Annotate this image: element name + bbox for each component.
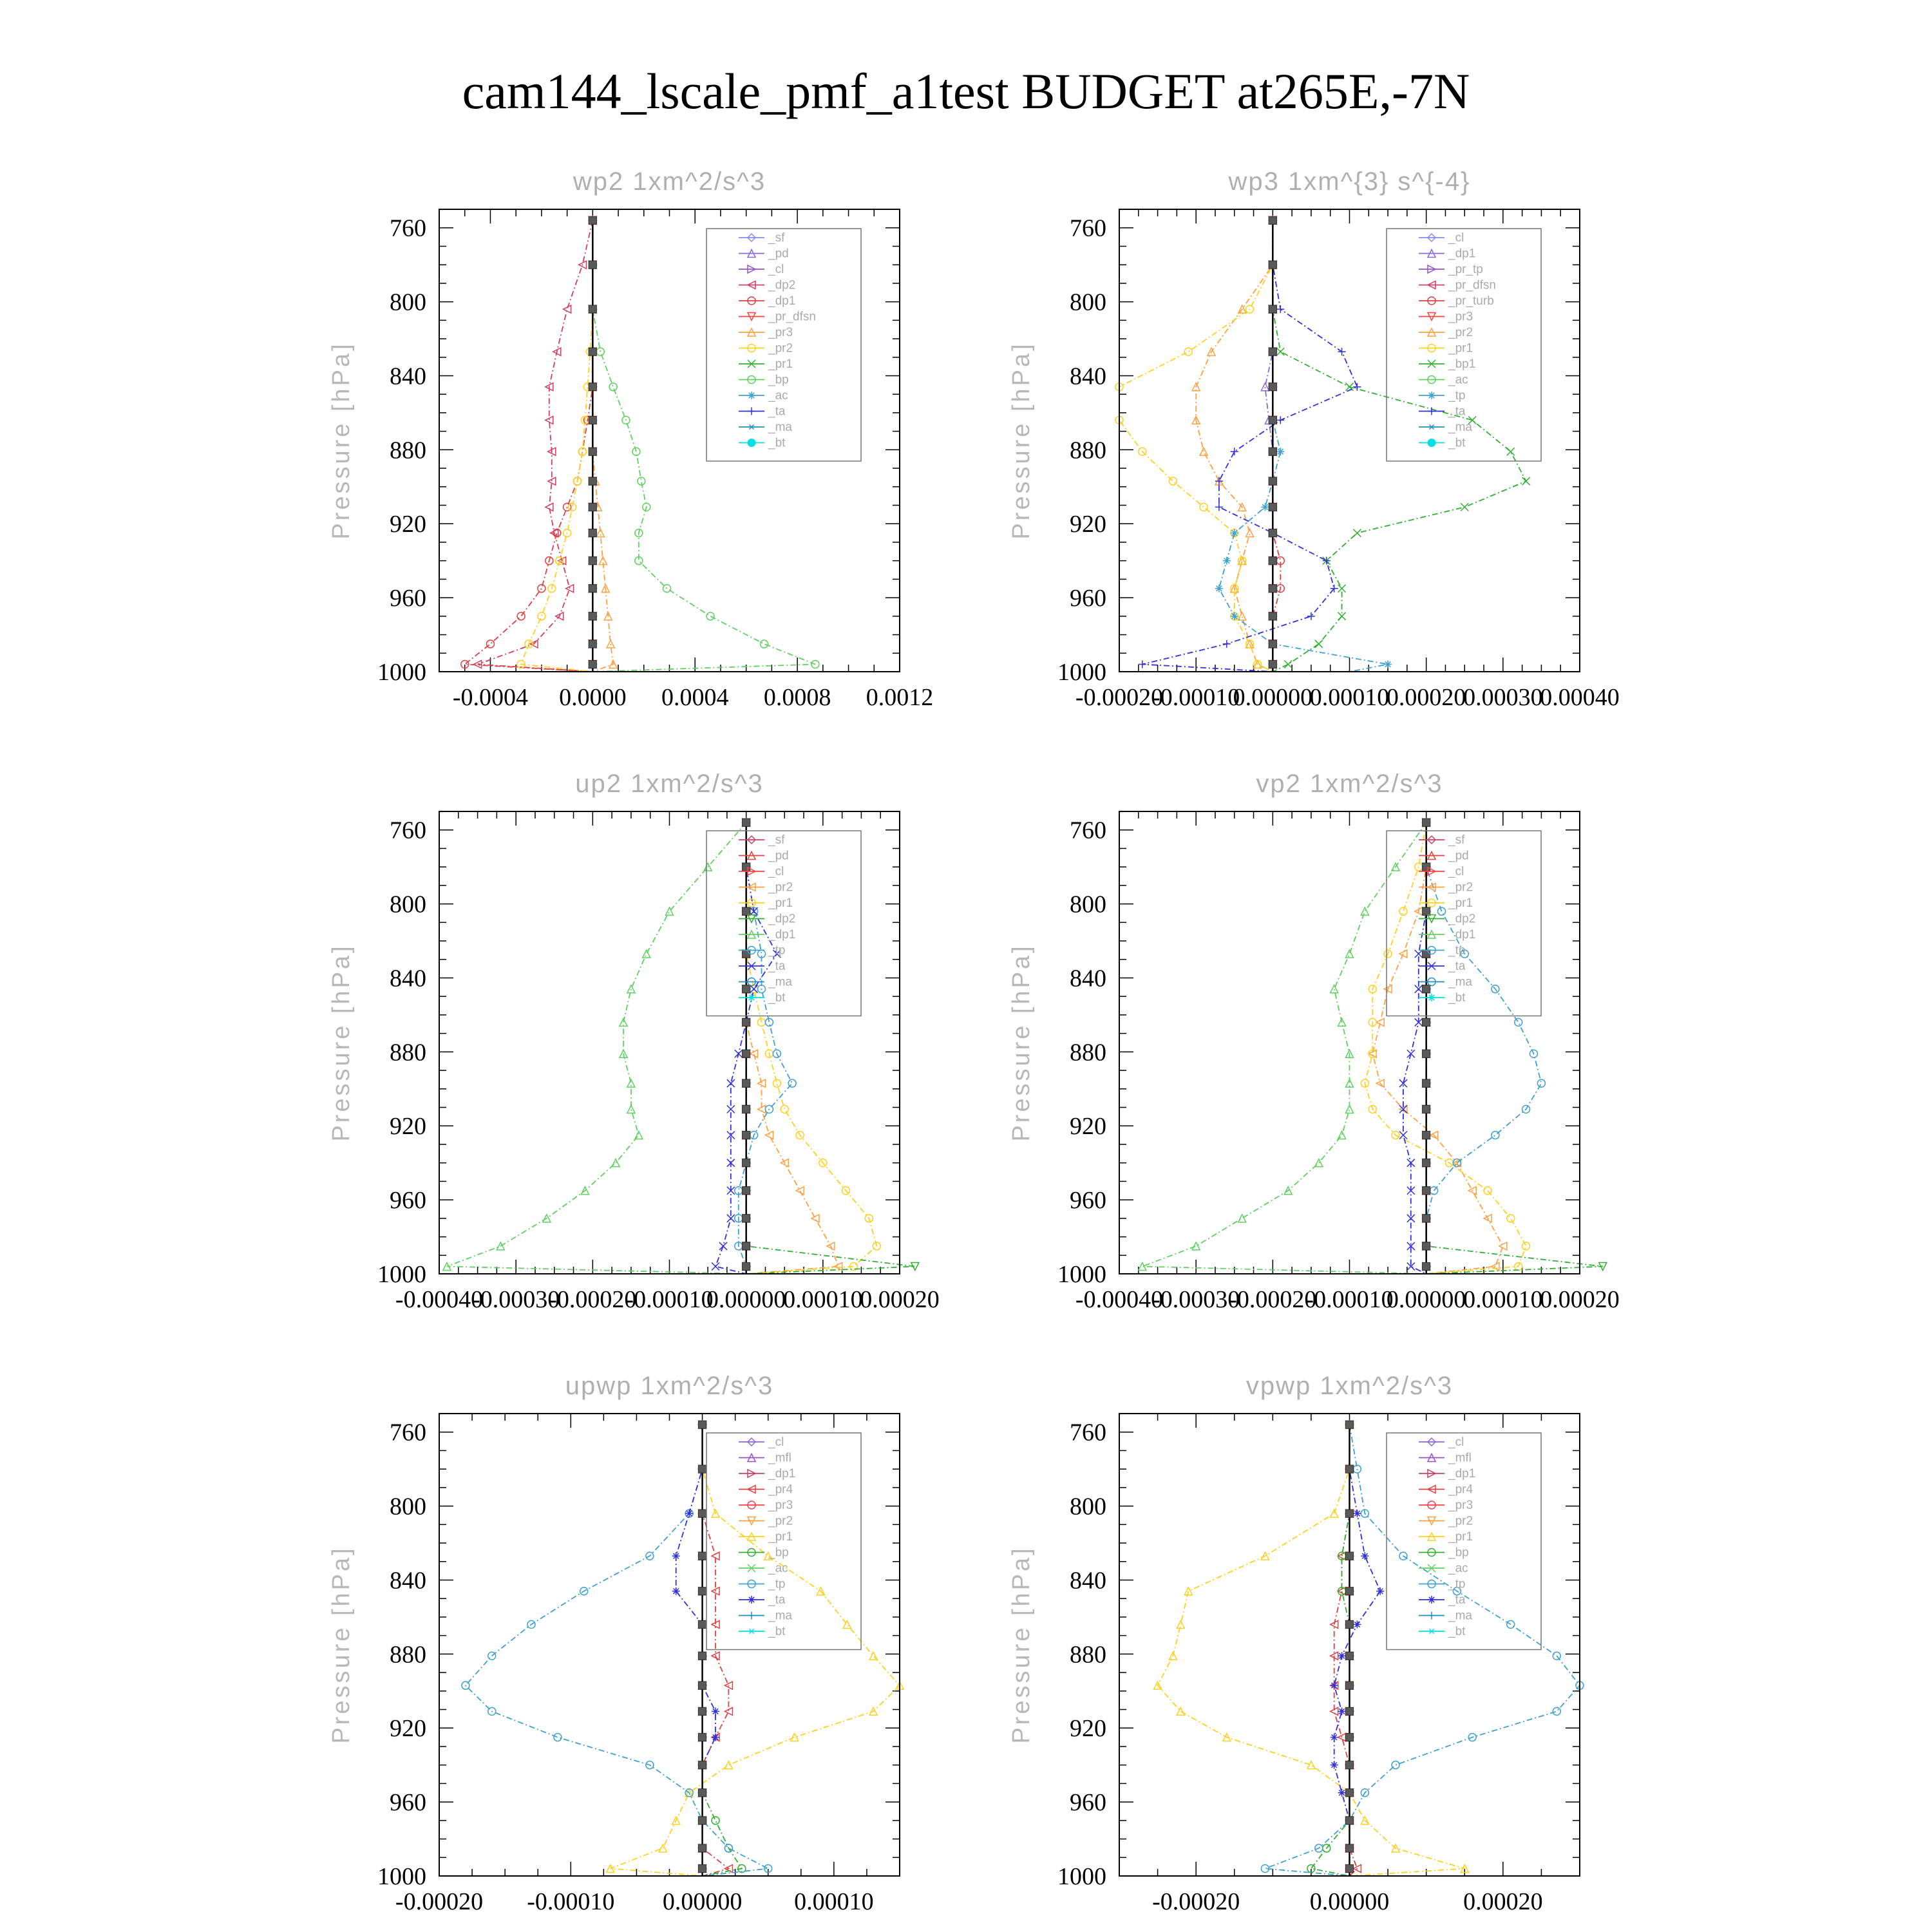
legend-marker [1428,439,1435,447]
legend-label: _dp2 [768,278,796,292]
x-tick-label: -0.00020 [395,1888,484,1915]
legend-label: _pr1 [768,896,793,910]
legend-label: _tp [768,1577,786,1591]
zero-point [1346,1552,1354,1560]
legend-label: _pr_turb [1448,294,1494,308]
legend-label: _bt [768,1625,786,1638]
zero-point [743,985,750,993]
y-tick-label: 920 [1070,1113,1106,1141]
legend-label: _bt [768,991,786,1005]
figure-title: cam144_lscale_pmf_a1test BUDGET at265E,-7N [462,63,1470,119]
zero-point [1269,383,1276,391]
x-tick-label: 0.0008 [763,684,831,711]
zero-point [743,819,750,826]
zero-point [589,305,596,313]
zero-point [1269,640,1276,648]
legend-label: _ta [768,960,786,973]
x-tick-label: 0.00010 [783,1286,863,1313]
data-point [712,1734,719,1741]
zero-point [589,661,596,668]
x-tick-label: 0.00020 [1463,1888,1543,1915]
x-tick-label: 0.00020 [1540,1286,1620,1313]
x-tick-label: -0.00020 [1229,1286,1317,1313]
zero-point [699,1761,706,1769]
x-tick-label: 0.00010 [1463,1286,1543,1313]
legend-label: _pr1 [768,1530,793,1544]
data-point [1215,585,1223,592]
zero-point [1423,819,1430,826]
legend-label: _bp [768,1546,789,1560]
data-point [1331,1761,1338,1769]
data-point [672,1552,680,1560]
zero-point [1423,1159,1430,1167]
legend-label: _cl [768,865,784,878]
x-tick-label: -0.00010 [625,1286,714,1313]
x-tick-label: 0.00020 [1386,684,1466,711]
y-tick-label: 960 [390,1789,426,1817]
y-tick-label: 1000 [377,1863,426,1890]
legend-label: _dp1 [768,1467,796,1481]
x-tick-label: -0.0004 [452,684,529,711]
y-axis-label: Pressure [hPa] [1008,341,1035,540]
legend-label: _tp [1448,1577,1466,1591]
x-tick-label: 0.0012 [866,684,934,711]
data-point [1353,1620,1361,1628]
zero-point [699,1465,706,1473]
y-axis-label: Pressure [hPa] [328,943,355,1142]
zero-point [589,503,596,511]
legend-label: _pd [768,849,789,863]
x-tick-label: 0.00000 [1309,1888,1390,1915]
y-axis-label: Pressure [hPa] [328,1546,355,1744]
zero-point [1346,1652,1354,1660]
legend-label: _pr2 [1448,1514,1473,1528]
data-point [1338,1707,1346,1715]
y-tick-label: 1000 [377,1261,426,1288]
legend-marker [748,1596,755,1604]
legend-label: _ac [768,1562,788,1575]
zero-point [1346,1421,1354,1428]
zero-point [1423,1079,1430,1087]
zero-point [589,640,596,648]
legend-label: _ta [1448,404,1466,419]
zero-point [1423,1187,1430,1195]
y-tick-label: 760 [390,214,426,242]
zero-point [699,1681,706,1689]
zero-point [1423,1050,1430,1057]
legend-label: _ta [1448,1593,1466,1607]
x-tick-label: -0.00030 [1152,1286,1240,1313]
x-tick-label: -0.00010 [1305,1286,1394,1313]
legend-label: _pr2 [768,341,793,355]
zero-point [1346,1510,1354,1517]
legend-label: _pd [768,247,789,261]
legend-label: _pd [1448,849,1469,863]
data-point [1353,1510,1361,1517]
x-tick-label: 0.0000 [559,684,627,711]
zero-point [589,557,596,565]
zero-point [1423,1132,1430,1139]
zero-point [743,1132,750,1139]
y-tick-label: 1000 [377,659,426,686]
legend-label: _cl [1448,865,1464,878]
zero-point [589,261,596,269]
zero-point [743,1079,750,1087]
data-point [1338,1789,1346,1797]
zero-point [1269,612,1276,620]
legend-label: _dp1 [1448,928,1476,942]
legend-label: _ac [1448,373,1468,387]
legend-marker [748,439,755,447]
zero-point [589,348,596,355]
zero-point [699,1817,706,1824]
legend-label: _ta [768,404,786,419]
data-point [1223,557,1231,565]
y-axis-label: Pressure [hPa] [1008,1546,1035,1744]
legend-marker [748,994,755,1001]
x-tick-label: 0.00000 [1386,1286,1466,1313]
legend-label: _dp1 [1448,1467,1476,1481]
legend-label: _pr4 [768,1482,793,1497]
y-tick-label: 920 [390,1715,426,1743]
zero-point [1269,503,1276,511]
zero-point [1423,907,1430,915]
zero-point [1346,1734,1354,1741]
zero-point [699,1620,706,1628]
x-tick-label: 0.00000 [662,1888,743,1915]
panel-title: wp2 1xm^2/s^3 [573,167,766,196]
legend-label: _pr1 [768,357,793,371]
legend-label: _ma [768,421,792,434]
legend-label: _pr4 [1448,1482,1473,1497]
legend-label: _ma [768,975,792,989]
legend-label: _ac [768,389,788,402]
zero-point [1346,1620,1354,1628]
zero-point [1269,529,1276,537]
panel-title: upwp 1xm^2/s^3 [565,1372,774,1400]
legend-label: _ma [768,1609,792,1623]
y-tick-label: 920 [1070,511,1106,538]
zero-point [1346,1789,1354,1797]
legend-label: _pr_dfsn [768,310,816,324]
x-tick-label: 0.00000 [706,1286,786,1313]
legend-label: _pr_tp [1448,263,1483,276]
zero-point [589,416,596,424]
y-tick-label: 840 [390,363,426,390]
zero-point [1269,557,1276,565]
x-tick-label: 0.00020 [860,1286,940,1313]
legend-label: _cl [768,1435,784,1449]
legend-label: _pr3 [768,326,793,339]
zero-point [1346,1681,1354,1689]
zero-point [1346,1761,1354,1769]
zero-point [699,1865,706,1873]
legend-label: _dp1 [768,928,796,942]
y-tick-label: 1000 [1057,1863,1106,1890]
legend-marker [1428,392,1435,399]
legend-label: _mfl [768,1451,791,1465]
legend-label: _cl [768,263,784,276]
zero-point [1269,216,1276,224]
zero-point [1269,448,1276,455]
zero-point [743,1263,750,1271]
x-tick-label: -0.00020 [1152,1888,1240,1915]
y-axis-label: Pressure [hPa] [1008,943,1035,1142]
zero-point [743,1105,750,1113]
y-tick-label: 760 [390,817,426,844]
legend-label: _cl [1448,231,1464,245]
y-tick-label: 880 [390,1039,426,1066]
data-point [685,1510,693,1517]
y-tick-label: 760 [1070,817,1106,844]
legend-label: _bt [1448,1625,1466,1638]
panel-title: vpwp 1xm^2/s^3 [1245,1372,1454,1400]
zero-point [743,907,750,915]
zero-point [1346,1817,1354,1824]
y-tick-label: 800 [390,289,426,316]
legend-label: _tp [1448,943,1466,958]
data-point [712,1707,719,1715]
x-tick-label: -0.00010 [1152,684,1240,711]
y-tick-label: 960 [1070,1187,1106,1215]
x-tick-label: -0.00020 [549,1286,637,1313]
data-point [1338,1652,1346,1660]
y-tick-label: 960 [1070,585,1106,612]
zero-point [589,448,596,455]
zero-point [699,1421,706,1428]
legend-label: _bt [1448,436,1466,450]
legend-label: _bp [1448,1546,1469,1560]
zero-point [1423,1018,1430,1026]
x-tick-label: 0.00010 [1309,684,1390,711]
x-tick-label: 0.00040 [1540,684,1620,711]
legend-label: _tp [768,943,786,958]
panel-title: vp2 1xm^2/s^3 [1256,770,1443,798]
legend-label: _pr3 [768,1499,793,1512]
zero-point [699,1789,706,1797]
zero-point [589,216,596,224]
y-tick-label: 800 [1070,1493,1106,1520]
zero-point [699,1707,706,1715]
panel-title: up2 1xm^2/s^3 [575,770,764,798]
legend-label: _pr1 [1448,1530,1473,1544]
y-tick-label: 840 [390,965,426,992]
zero-point [699,1844,706,1852]
zero-point [1269,305,1276,313]
y-tick-label: 800 [390,891,426,918]
panel-title: wp3 1xm^{3} s^{-4} [1228,167,1471,196]
y-tick-label: 880 [1070,1039,1106,1066]
zero-point [743,950,750,958]
y-tick-label: 880 [1070,1641,1106,1669]
zero-point [699,1510,706,1517]
zero-point [1423,1263,1430,1271]
y-tick-label: 760 [1070,1419,1106,1446]
y-tick-label: 840 [1070,965,1106,992]
legend-marker [1428,1596,1435,1604]
y-tick-label: 960 [390,585,426,612]
y-tick-label: 920 [390,1113,426,1141]
legend-label: _pr1 [1448,341,1473,355]
legend-label: _pr1 [1448,896,1473,910]
zero-point [589,529,596,537]
zero-point [1423,1242,1430,1250]
x-tick-label: -0.00030 [472,1286,560,1313]
x-tick-label: 0.00010 [794,1888,874,1915]
legend-label: _pr3 [1448,310,1473,324]
zero-point [1423,1215,1430,1222]
y-tick-label: 920 [1070,1715,1106,1743]
data-point [1331,1734,1338,1741]
data-point [1276,448,1284,455]
y-tick-label: 800 [1070,289,1106,316]
zero-point [1269,261,1276,269]
data-point [672,1587,680,1595]
data-point [1331,1681,1338,1689]
legend-label: _bt [1448,991,1466,1005]
y-tick-label: 880 [390,437,426,464]
legend-label: _cl [1448,1435,1464,1449]
y-tick-label: 840 [390,1567,426,1595]
y-tick-label: 960 [1070,1789,1106,1817]
zero-point [1423,950,1430,958]
zero-point [699,1587,706,1595]
legend-label: _sf [768,231,785,245]
zero-point [1269,416,1276,424]
zero-point [1346,1844,1354,1852]
y-tick-label: 840 [1070,363,1106,390]
zero-point [1423,1105,1430,1113]
zero-point [743,1159,750,1167]
data-point [1384,661,1392,668]
y-tick-label: 880 [1070,437,1106,464]
legend-label: _sf [768,833,785,847]
zero-point [1269,661,1276,668]
legend-marker [1428,994,1435,1001]
legend-label: _pr_dfsn [1448,278,1496,292]
legend-label: _pr3 [1448,1499,1473,1512]
x-tick-label: 0.00030 [1463,684,1543,711]
legend-label: _pr2 [1448,326,1473,339]
legend-label: _dp1 [768,294,796,308]
legend-label: _ma [1448,1609,1472,1623]
y-tick-label: 800 [1070,891,1106,918]
legend-label: _dp1 [1448,247,1476,261]
y-tick-label: 880 [390,1641,426,1669]
legend-label: _dp2 [1448,912,1476,926]
legend-label: _bt [768,436,786,450]
zero-point [1346,1465,1354,1473]
zero-point [1346,1587,1354,1595]
y-tick-label: 1000 [1057,659,1106,686]
zero-point [743,1050,750,1057]
legend-label: _bp [768,373,789,387]
zero-point [1269,585,1276,592]
legend-label: _dp2 [768,912,796,926]
zero-point [699,1552,706,1560]
zero-point [589,477,596,485]
y-tick-label: 960 [390,1187,426,1215]
zero-point [743,1187,750,1195]
legend-label: _pr2 [768,880,793,895]
x-tick-label: 0.00000 [1233,684,1313,711]
legend-label: _bp1 [1448,357,1476,371]
legend-label: _ma [1448,421,1472,434]
data-point [1361,1552,1368,1560]
zero-point [743,1018,750,1026]
x-tick-label: -0.00010 [527,1888,615,1915]
legend-label: _ta [768,1593,786,1607]
x-tick-label: -0.00020 [1075,684,1164,711]
x-tick-label: -0.00040 [395,1286,484,1313]
legend-label: _mfl [1448,1451,1472,1465]
zero-point [699,1652,706,1660]
y-tick-label: 760 [390,1419,426,1446]
zero-point [589,612,596,620]
zero-point [743,1215,750,1222]
y-tick-label: 800 [390,1493,426,1520]
zero-point [1423,863,1430,871]
zero-point [743,1242,750,1250]
zero-point [699,1734,706,1741]
zero-point [1423,985,1430,993]
zero-point [743,863,750,871]
legend-label: _ta [1448,960,1466,973]
x-tick-label: -0.00040 [1075,1286,1164,1313]
legend-label: _ac [1448,1562,1468,1575]
y-tick-label: 920 [390,511,426,538]
zero-point [1346,1865,1354,1873]
y-axis-label: Pressure [hPa] [328,341,355,540]
zero-point [589,585,596,592]
zero-point [1269,348,1276,355]
legend-label: _pr2 [768,1514,793,1528]
legend-label: _tp [1448,389,1466,402]
legend-marker [748,392,755,399]
zero-point [589,383,596,391]
zero-point [1346,1707,1354,1715]
x-tick-label: 0.0004 [661,684,729,711]
legend-label: _sf [1448,833,1465,847]
data-point [1376,1587,1384,1595]
y-tick-label: 760 [1070,214,1106,242]
legend-label: _pr2 [1448,880,1473,895]
y-tick-label: 840 [1070,1567,1106,1595]
legend-label: _ma [1448,975,1472,989]
zero-point [1269,477,1276,485]
y-tick-label: 1000 [1057,1261,1106,1288]
